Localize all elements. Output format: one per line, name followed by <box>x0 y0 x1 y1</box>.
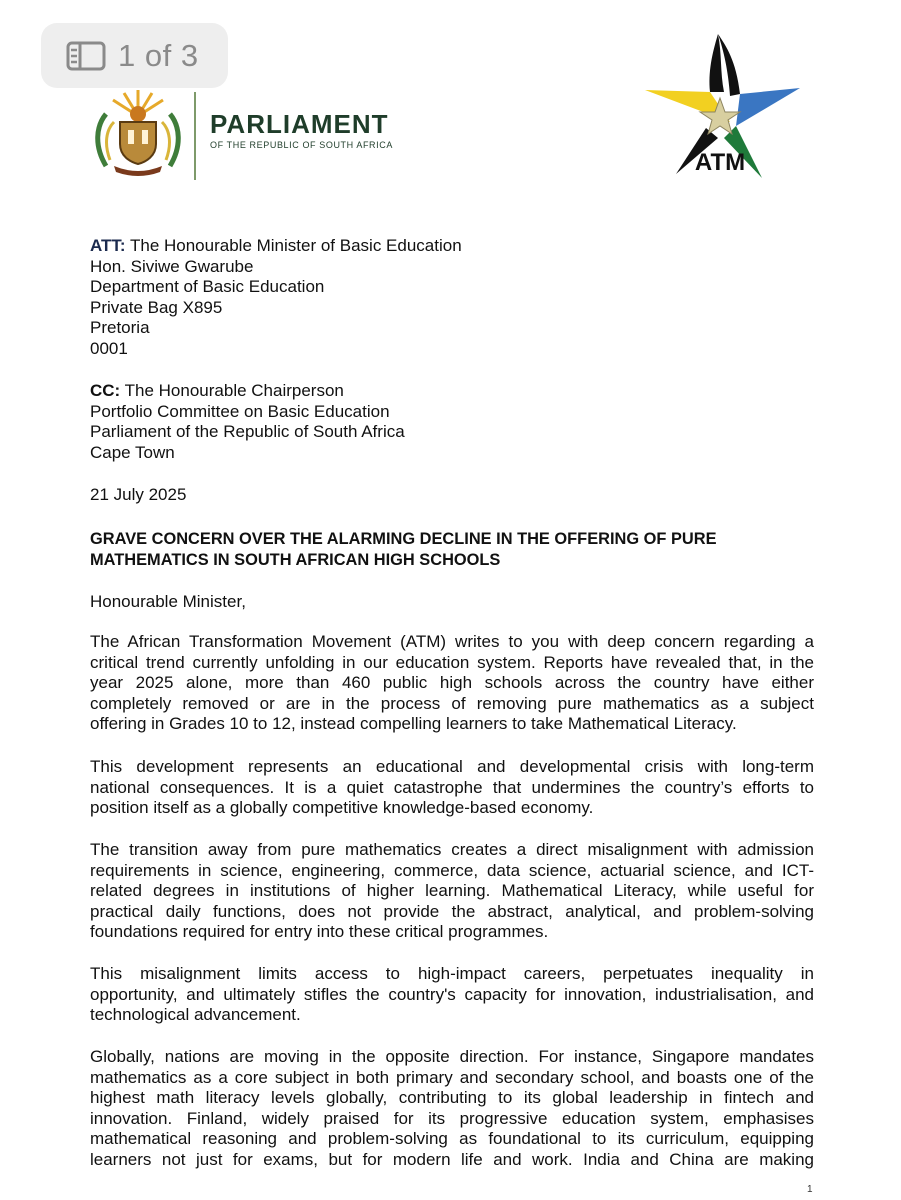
page-indicator[interactable] <box>41 23 228 88</box>
paragraph-line: mathematics as a core subject in both primary and secondary school, and boasts one of the <box>90 1067 814 1087</box>
atm-logo-text: ATM <box>694 149 746 176</box>
subject-line: GRAVE CONCERN OVER THE ALARMING DECLINE IN THE OFFERING OF PURE <box>90 530 717 548</box>
paragraph-line: offering in Grades 10 to 12, instead compelling learners to take Mathematical Literacy. <box>90 714 737 734</box>
parliament-coat-of-arms-logo <box>88 86 188 178</box>
paragraph-line: This misalignment limits access to high-impact careers, perpetuates inequality in <box>90 964 814 983</box>
parliament-wordmark <box>210 110 393 150</box>
paragraph-line: This development represents an educational and developmental crisis with long-term <box>90 757 814 776</box>
subject-heading <box>90 529 814 570</box>
paragraph-line: learners not just for exams, but for modern life and work. India and China are making <box>90 1149 814 1169</box>
subject-line: MATHEMATICS IN SOUTH AFRICAN HIGH SCHOOLS <box>90 550 501 569</box>
paragraph-line: Globally, nations are moving in the opposite direction. For instance, Singapore mandates <box>90 1047 814 1066</box>
cc-label: CC: <box>90 381 121 400</box>
paragraph-line: mathematical reasoning and problem-solving as foundational to its curriculum, equipping <box>90 1129 814 1149</box>
letter-date: 21 July 2025 <box>90 485 187 504</box>
paragraph-line: practical daily functions, does not provide the abstract, analytical, and problem-solving <box>90 901 814 921</box>
cc-line: Parliament of the Republic of South Africa <box>90 422 405 442</box>
salutation: Honourable Minister, <box>90 592 246 611</box>
page-number: 1 <box>807 1184 813 1195</box>
body-paragraph <box>90 757 814 819</box>
paragraph-line: technological advancement. <box>90 1005 301 1025</box>
att-label: ATT: <box>90 236 126 255</box>
paragraph-line: highest math literacy levels globally, contributing to its global leadership in fintech and <box>90 1088 814 1108</box>
recipient-line: Department of Basic Education <box>90 277 325 297</box>
recipient-block <box>90 236 462 360</box>
atm-logo <box>640 30 805 180</box>
cc-block <box>90 381 405 463</box>
paragraph-line: The African Transformation Movement (ATM) writes to you with deep concern regarding a <box>90 632 814 651</box>
paragraph-line: The transition away from pure mathematics creates a direct misalignment with admission <box>90 840 814 859</box>
cc-line: Cape Town <box>90 442 175 462</box>
recipient-line: Pretoria <box>90 318 150 338</box>
cc-line: Portfolio Committee on Basic Education <box>90 401 390 421</box>
paragraph-line: year 2025 alone, more than 460 public high schools across the country have either <box>90 673 814 693</box>
cc-line: The Honourable Chairperson <box>124 381 344 400</box>
sidebar-icon <box>66 41 106 71</box>
header-divider <box>194 92 196 180</box>
body-paragraph <box>90 840 814 943</box>
body-paragraph <box>90 632 814 735</box>
paragraph-line: critical trend currently unfolding in our education system. Reports have revealed that, in the <box>90 652 814 672</box>
paragraph-line: requirements in science, engineering, commerce, data science, actuarial science, and ICT- <box>90 860 814 880</box>
recipient-line: Private Bag X895 <box>90 297 223 317</box>
parliament-subtitle: OF THE REPUBLIC OF SOUTH AFRICA <box>210 140 393 150</box>
paragraph-line: opportunity, and ultimately stifles the country's capacity for innovation, industrialisation, and <box>90 984 814 1004</box>
paragraph-line: innovation. Finland, widely praised for its progressive education system, emphasises <box>90 1108 814 1128</box>
paragraph-line: related degrees in institutions of higher learning. Mathematical Literacy, while useful for <box>90 881 814 901</box>
page-indicator-label: 1 of 3 <box>118 37 199 73</box>
paragraph-line: completely removed or are in the process of removing pure mathematics as a subject <box>90 693 814 713</box>
body-paragraph <box>90 964 814 1026</box>
parliament-title: PARLIAMENT <box>210 109 389 139</box>
recipient-line: Hon. Siviwe Gwarube <box>90 256 254 276</box>
paragraph-line: foundations required for entry into these critical programmes. <box>90 922 549 942</box>
paragraph-line: national consequences. It is a quiet catastrophe that undermines the country’s efforts to <box>90 777 814 797</box>
body-paragraph <box>90 1047 814 1171</box>
recipient-line: 0001 <box>90 338 128 358</box>
paragraph-line: position itself as a globally competitive knowledge-based economy. <box>90 798 594 818</box>
recipient-line: The Honourable Minister of Basic Education <box>129 236 462 255</box>
